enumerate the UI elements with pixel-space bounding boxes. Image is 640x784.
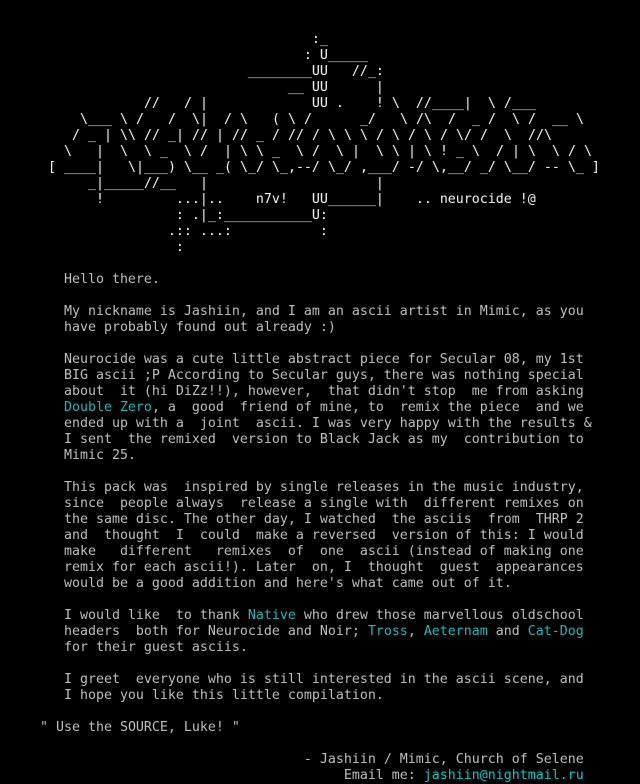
- ascii-art-run: |: [199, 176, 208, 191]
- text-run: , a good friend of mine, to remix the piece and we: [151, 400, 584, 415]
- ascii-art-run: \: [239, 112, 248, 127]
- ascii-art-run: _(: [215, 160, 232, 175]
- ascii-art-run: \: [471, 144, 480, 159]
- blank-line: [0, 256, 640, 272]
- ascii-art-run: ____|: [63, 160, 104, 175]
- ascii-art-run: |: [215, 128, 224, 143]
- ascii-art-run: _: [255, 128, 264, 143]
- text-line: [0, 304, 640, 320]
- ascii-art-run: /\: [415, 112, 432, 127]
- text-run: would be a good addition and here's what came out of it.: [63, 576, 512, 591]
- text-line: [0, 672, 640, 688]
- text-run: Email me:: [343, 768, 424, 783]
- text-line: [0, 624, 640, 640]
- ascii-art-run: \: [423, 144, 432, 159]
- ascii-art-run: //: [191, 128, 208, 143]
- text-line: [0, 432, 640, 448]
- ascii-art-line: [0, 208, 640, 224]
- highlight-native: Native: [247, 608, 296, 623]
- blank-line: [0, 288, 640, 304]
- ascii-art-run: ( \: [271, 112, 296, 127]
- ascii-art-line: [0, 80, 640, 96]
- ascii-art-run: /: [223, 112, 232, 127]
- ascii-art-line: [0, 32, 640, 48]
- ascii-art-run: _: [87, 128, 96, 143]
- ascii-art-run: \ /___: [487, 96, 536, 111]
- ascii-art-run: |: [511, 144, 520, 159]
- text-line: [0, 576, 640, 592]
- ascii-art-run: /: [183, 96, 192, 111]
- ascii-art-run: |: [103, 128, 112, 143]
- ascii-art-run: /: [71, 128, 80, 143]
- highlight-double-zero: Double Zero: [63, 400, 152, 415]
- ascii-art-run: \: [583, 144, 592, 159]
- ascii-art-run: ,___/: [359, 160, 400, 175]
- ascii-art-run: \__: [183, 160, 208, 175]
- text-line: [0, 448, 640, 464]
- text-run: My nickname is Jashiin, and I am an ascii artist in Mimic, as you: [63, 304, 584, 319]
- ascii-art-run: \_/: [327, 160, 352, 175]
- ascii-art-run: : U_____: [303, 48, 368, 63]
- ascii-art-run: /: [375, 128, 384, 143]
- ascii-art-run: \_/: [239, 160, 264, 175]
- ascii-art-run: \_,--/: [271, 160, 320, 175]
- ascii-art-run: \/: [455, 128, 472, 143]
- ascii-art-run: \___: [79, 112, 112, 127]
- ascii-art-run: \: [391, 144, 400, 159]
- ascii-art-run: \: [183, 144, 192, 159]
- blank-line: [0, 464, 640, 480]
- ascii-art-run: \: [327, 128, 336, 143]
- text-run: BIG ascii ;P According to Secular guys, there was nothing special: [63, 368, 584, 383]
- text-line: [0, 544, 640, 560]
- ascii-art-run: _: [455, 144, 464, 159]
- text-run: I greet everyone who is still interested in the ascii scene, and: [63, 672, 584, 687]
- ascii-art-run: \: [391, 128, 400, 143]
- ascii-art-run: \_: [567, 160, 584, 175]
- ascii-art-line: [0, 240, 640, 256]
- ascii-art-run: //\: [527, 128, 552, 143]
- ascii-art-run: !: [439, 144, 448, 159]
- ascii-art-run: |: [351, 144, 360, 159]
- ascii-art-run: \: [343, 128, 352, 143]
- text-line: [0, 640, 640, 656]
- ascii-art-run: :_: [311, 32, 328, 47]
- ascii-art-run: |: [199, 96, 208, 111]
- ascii-art-run: UU______|: [311, 192, 384, 207]
- ascii-art-run: .. neurocide !@: [415, 192, 536, 207]
- ascii-art-run: ! \: [375, 96, 400, 111]
- ascii-art-run: |: [95, 144, 104, 159]
- text-run: about it (hi DiZz!!), however, that didn't stop me from asking: [63, 384, 584, 399]
- ascii-art-line: [0, 48, 640, 64]
- ascii-art-run: _/: [359, 112, 376, 127]
- text-line: [0, 768, 640, 784]
- ascii-art-run: |: [375, 80, 384, 95]
- text-line: [0, 320, 640, 336]
- text-run: have probably found out already :): [63, 320, 336, 335]
- blank-line: [0, 704, 640, 720]
- ascii-art-run: \: [143, 144, 152, 159]
- text-line: [0, 752, 640, 768]
- text-run: " Use the SOURCE, Luke! ": [39, 720, 240, 735]
- ascii-art-run: _|_____//__: [87, 176, 176, 191]
- text-run: the same disc. The other day, I watched the asciis from THRP 2: [63, 512, 584, 527]
- ascii-art-run: _/: [479, 160, 496, 175]
- ascii-art-run: /: [303, 112, 312, 127]
- ascii-art-run: /: [407, 128, 416, 143]
- blank-line: [0, 736, 640, 752]
- ascii-art-run: \|: [191, 112, 208, 127]
- text-run: I would like to thank: [63, 608, 248, 623]
- text-run: and: [487, 624, 528, 639]
- text-line: [0, 688, 640, 704]
- ascii-art-run: /: [167, 112, 176, 127]
- ascii-art-run: ]: [591, 160, 600, 175]
- blank-line: [0, 656, 640, 672]
- ascii-art-run: |: [223, 144, 232, 159]
- ascii-art-run: ...|..: [175, 192, 224, 207]
- ascii-art-run: --: [543, 160, 560, 175]
- ascii-art-line: [0, 176, 640, 192]
- blank-line: [0, 336, 640, 352]
- text-run: - Jashiin / Mimic, Church of Selene: [303, 752, 584, 767]
- text-run: ended up with a joint ascii. I was very happy with the results &: [63, 416, 592, 431]
- text-line: [0, 416, 640, 432]
- text-run: ,: [407, 624, 424, 639]
- ascii-art-run: _: [271, 144, 280, 159]
- ascii-art-run: :: [175, 240, 184, 255]
- ascii-art-run: -/: [407, 160, 424, 175]
- ascii-art-run: \: [399, 112, 408, 127]
- ascii-art-run: \: [295, 144, 304, 159]
- text-line: [0, 384, 640, 400]
- text-run: remix for each ascii!). Later on, I thought guest appearances: [63, 560, 584, 575]
- ascii-art-line: [0, 192, 640, 208]
- text-run: Hello there.: [63, 272, 160, 287]
- ascii-art-run: \: [119, 144, 128, 159]
- text-run: Mimic 25.: [63, 448, 136, 463]
- ascii-art-run: /: [135, 112, 144, 127]
- ascii-art-line: [0, 144, 640, 160]
- text-line: [0, 608, 640, 624]
- text-line: [0, 496, 640, 512]
- ascii-art-run: //: [143, 96, 160, 111]
- text-run: and thought I could make a reversed version of this: I would: [63, 528, 584, 543]
- ascii-art-run: \: [575, 112, 584, 127]
- ascii-art-run: \: [551, 144, 560, 159]
- text-line: [0, 720, 640, 736]
- text-line: [0, 368, 640, 384]
- text-run: since people always release a single with different remixes on: [63, 496, 584, 511]
- ascii-art-run: :: [319, 224, 328, 239]
- ascii-art-line: [0, 112, 640, 128]
- ascii-art-run: \: [527, 144, 536, 159]
- ascii-art-run: \__/: [503, 160, 536, 175]
- ascii-art-run: \: [335, 144, 344, 159]
- ascii-art-run: /: [527, 112, 536, 127]
- ascii-art-run: _|: [167, 128, 184, 143]
- ascii-art-run: //: [143, 128, 160, 143]
- ascii-art-run: \: [63, 144, 72, 159]
- ascii-art-run: _: [159, 144, 168, 159]
- ascii-art-run: /: [311, 128, 320, 143]
- ascii-art-run: //: [287, 128, 304, 143]
- ascii-art-run: \,__/: [431, 160, 472, 175]
- ascii-art-run: __: [551, 112, 568, 127]
- ascii-art-run: \: [375, 144, 384, 159]
- ascii-art-run: __ UU: [287, 80, 328, 95]
- text-run: This pack was inspired by single releases in the music industry,: [63, 480, 584, 495]
- ascii-art-run: /: [199, 144, 208, 159]
- ascii-art-run: [: [47, 160, 56, 175]
- ascii-art-line: [0, 224, 640, 240]
- ascii-art-run: : .|_:___________U:: [175, 208, 328, 223]
- ascii-art-run: /: [567, 144, 576, 159]
- ascii-art-run: //: [231, 128, 248, 143]
- text-run: headers both for Neurocide and Noir;: [63, 624, 368, 639]
- ascii-art-run: /: [479, 128, 488, 143]
- ascii-art-line: [0, 64, 640, 80]
- text-run: who drew those marvellous oldschool: [295, 608, 584, 623]
- ascii-art-run: \: [503, 128, 512, 143]
- text-line: [0, 560, 640, 576]
- blank-line: [0, 592, 640, 608]
- ascii-art-run: _: [471, 112, 480, 127]
- text-line: [0, 272, 640, 288]
- ascii-art-run: ________UU //_:: [247, 64, 384, 79]
- text-run: I hope you like this little compilation.: [63, 688, 384, 703]
- ascii-art-run: \: [255, 144, 264, 159]
- ascii-art-line: [0, 96, 640, 112]
- ascii-art-run: n7v!: [255, 192, 288, 207]
- ascii-art-run: /: [439, 128, 448, 143]
- email-link[interactable]: jashiin@nightmail.ru: [423, 768, 584, 783]
- blank-line: [0, 0, 640, 16]
- ascii-art-run: !: [95, 192, 104, 207]
- ascii-art-run: \: [423, 128, 432, 143]
- text-line: [0, 528, 640, 544]
- ascii-art-run: \\: [119, 128, 136, 143]
- ascii-art-run: \: [359, 128, 368, 143]
- highlight-cat-dog: Cat-Dog: [527, 624, 584, 639]
- ascii-art-run: \|___): [127, 160, 176, 175]
- highlight-tross: Tross: [367, 624, 408, 639]
- ascii-art-run: .:: ...:: [167, 224, 232, 239]
- text-line: [0, 480, 640, 496]
- ascii-art-run: UU .: [311, 96, 344, 111]
- highlight-aeternam: Aeternam: [423, 624, 488, 639]
- text-run: make different remixes of one ascii (instead of making one: [63, 544, 584, 559]
- ascii-art-run: /: [487, 112, 496, 127]
- text-line: [0, 400, 640, 416]
- text-line: [0, 512, 640, 528]
- text-run: Neurocide was a cute little abstract piece for Secular 08, my 1st: [63, 352, 584, 367]
- text-run: I sent the remixed version to Black Jack as my contribution to: [63, 432, 584, 447]
- ascii-art-run: |: [375, 176, 384, 191]
- ascii-art-line: [0, 128, 640, 144]
- ascii-art-run: /: [447, 112, 456, 127]
- ascii-art-run: |: [407, 144, 416, 159]
- ascii-art-line: [0, 160, 640, 176]
- ascii-art-run: \: [239, 144, 248, 159]
- text-run: for their guest asciis.: [63, 640, 248, 655]
- ascii-art-run: \: [119, 112, 128, 127]
- ascii-art-run: /: [495, 144, 504, 159]
- text-line: [0, 352, 640, 368]
- ascii-art-run: /: [311, 144, 320, 159]
- ascii-art-run: /: [271, 128, 280, 143]
- ascii-art-run: \: [511, 112, 520, 127]
- blank-line: [0, 16, 640, 32]
- ascii-art-run: //____|: [415, 96, 472, 111]
